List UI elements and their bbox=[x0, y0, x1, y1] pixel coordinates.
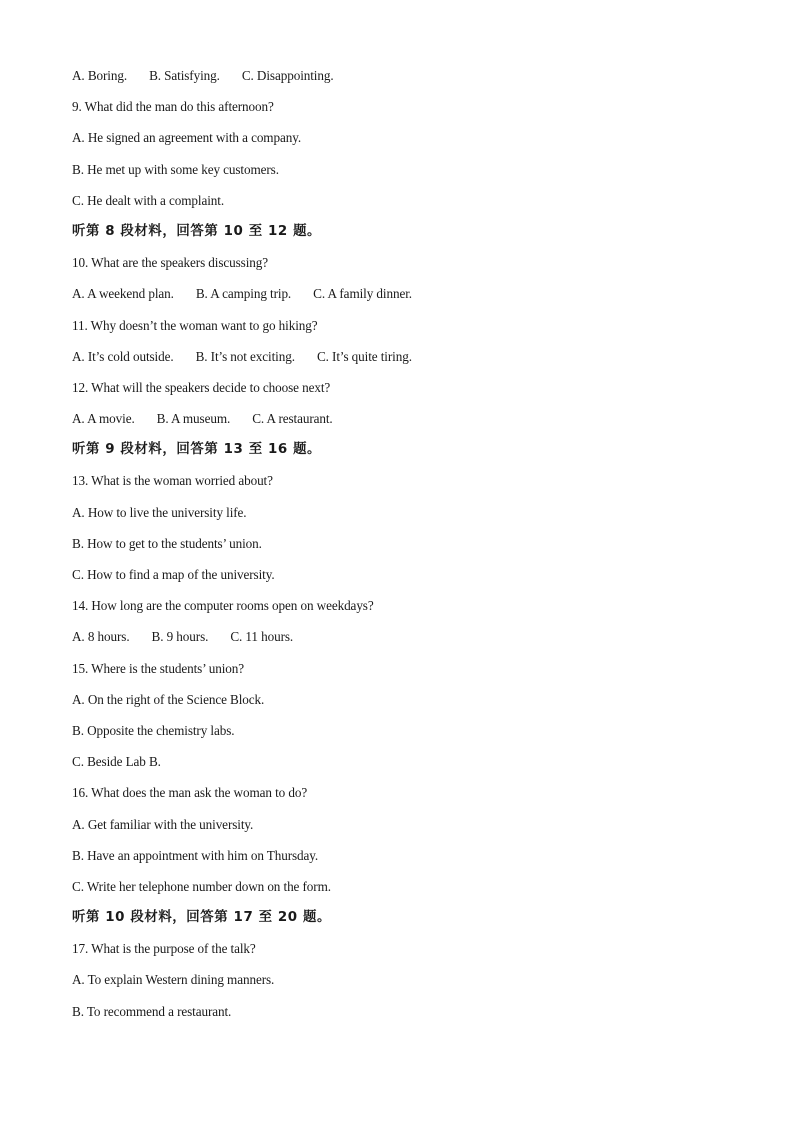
option-a: A. A weekend plan. bbox=[72, 286, 174, 302]
option-line: B. Have an appointment with him on Thursday. bbox=[72, 847, 319, 863]
options-line-q14 bbox=[72, 627, 752, 658]
option-line: C. Write her telephone number down on the form. bbox=[72, 878, 331, 894]
option-line: C. How to find a map of the university. bbox=[72, 567, 275, 582]
option-line: C. Beside Lab B. bbox=[72, 754, 161, 770]
option-a: A. A movie. bbox=[72, 411, 135, 427]
option-line: A. Get familiar with the university. bbox=[72, 816, 254, 832]
section-heading-9: 听第 9 段材料，回答第 13 至 16 题。 bbox=[72, 442, 322, 458]
document-page bbox=[72, 66, 752, 1033]
option-c: C. 11 hours. bbox=[230, 629, 294, 645]
options-line-q11 bbox=[72, 347, 752, 378]
question-15: 15. Where is the students’ union? bbox=[72, 660, 245, 676]
options-line-q12 bbox=[72, 409, 752, 440]
option-b: B. 9 hours. bbox=[151, 629, 209, 645]
question-13: 13. What is the woman worried about? bbox=[72, 473, 273, 489]
option-line: A. To explain Western dining manners. bbox=[72, 972, 275, 988]
option-line: C. He dealt with a complaint. bbox=[72, 192, 225, 208]
section-heading-8: 听第 8 段材料，回答第 10 至 12 题。 bbox=[72, 223, 322, 239]
option-line: B. Opposite the chemistry labs. bbox=[72, 722, 235, 738]
option-b: B. A camping trip. bbox=[195, 286, 292, 302]
option-line: A. He signed an agreement with a company. bbox=[72, 130, 302, 146]
option-b: B. Satisfying. bbox=[149, 68, 220, 83]
question-10: 10. What are the speakers discussing? bbox=[72, 255, 269, 271]
option-b: B. A museum. bbox=[156, 411, 231, 427]
option-c: C. A restaurant. bbox=[252, 411, 333, 427]
option-line: A. On the right of the Science Block. bbox=[72, 691, 265, 707]
option-a: A. It’s cold outside. bbox=[72, 348, 174, 364]
question-17: 17. What is the purpose of the talk? bbox=[72, 941, 256, 957]
option-line: B. To recommend a restaurant. bbox=[72, 1003, 232, 1019]
option-b: B. It’s not exciting. bbox=[195, 348, 295, 364]
option-a: A. 8 hours. bbox=[72, 629, 130, 645]
option-line: A. How to live the university life. bbox=[72, 504, 247, 520]
option-line: B. He met up with some key customers. bbox=[72, 161, 279, 177]
option-line: B. How to get to the students’ union. bbox=[72, 535, 262, 551]
options-line-q8 bbox=[72, 66, 752, 97]
option-a: A. Boring. bbox=[72, 68, 128, 83]
question-14: 14. How long are the computer rooms open on weekdays? bbox=[72, 598, 374, 614]
option-c: C. It’s quite tiring. bbox=[316, 348, 412, 364]
question-12: 12. What will the speakers decide to choose next? bbox=[72, 379, 331, 395]
question-16: 16. What does the man ask the woman to do? bbox=[72, 785, 308, 801]
options-line-q10 bbox=[72, 284, 752, 315]
section-heading-10: 听第 10 段材料，回答第 17 至 20 题。 bbox=[72, 910, 331, 926]
option-c: C. A family dinner. bbox=[313, 286, 412, 302]
question-9: 9. What did the man do this afternoon? bbox=[72, 99, 274, 115]
option-c: C. Disappointing. bbox=[241, 68, 334, 83]
question-11: 11. Why doesn’t the woman want to go hiking? bbox=[72, 317, 318, 333]
